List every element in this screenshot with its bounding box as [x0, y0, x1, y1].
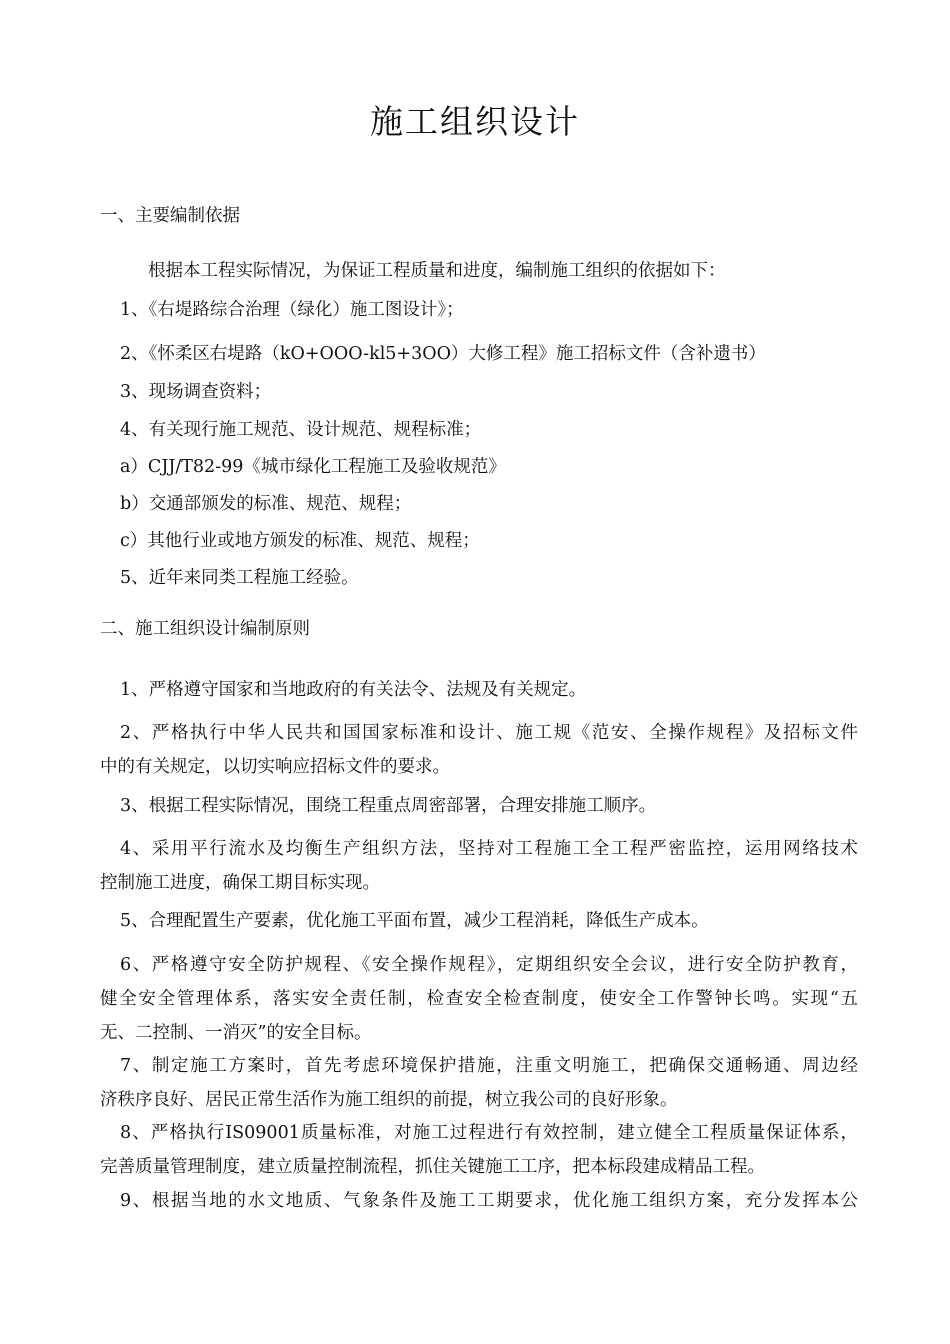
principle-paragraph [100, 837, 858, 895]
paragraph-line: 9、根据当地的水文地质、气象条件及施工工期要求，优化施工组织方案，充分发挥本公 [120, 1191, 858, 1211]
paragraph-line: 4、采用平行流水及均衡生产组织方法，坚持对工程施工全工程严密监控，运用网络技术 [120, 839, 858, 859]
list-item: 5、近年来同类工程施工经验。 [120, 568, 359, 588]
paragraph-line: 7、制定施工方案时，首先考虑环境保护措施，注重文明施工，把确保交通畅通、周边经 [120, 1056, 858, 1076]
section-heading: 二、施工组织设计编制原则 [100, 619, 310, 639]
paragraph-line: 无、二控制、一消灭”的安全目标。 [100, 1023, 372, 1043]
paragraph-line: 健全安全管理体系，落实安全责任制，检查安全检查制度，使安全工作警钟长鸣。实现“五 [100, 989, 858, 1009]
principle-paragraph [100, 721, 858, 779]
principle-paragraph: 1、严格遵守国家和当地政府的有关法令、法规及有关规定。 [120, 680, 587, 700]
list-item: b）交通部颁发的标准、规范、规程； [120, 494, 412, 514]
paragraph-line: 2、严格执行中华人民共和国国家标准和设计、施工规《范安、全操作规程》及招标文件 [120, 723, 858, 743]
principle-paragraph [100, 1054, 858, 1112]
paragraph-line: 8、严格执行IS09001质量标准，对施工过程进行有效控制，建立健全工程质量保证体系， [120, 1123, 858, 1143]
list-item: 2、《怀柔区右堤路（kO+OOO-kl5+3OO）大修工程》施工招标文件（含补遗书） [120, 344, 766, 364]
paragraph-line: 6、严格遵守安全防护规程、《安全操作规程》，定期组织安全会议，进行安全防护教育， [120, 955, 858, 975]
list-item: 4、有关现行施工规范、设计规范、规程标准； [120, 420, 482, 440]
principle-paragraph: 5、合理配置生产要素，优化施工平面布置，减少工程消耗，降低生产成本。 [120, 911, 709, 931]
principle-paragraph [100, 953, 858, 1045]
paragraph-line: 控制施工进度，确保工期目标实现。 [100, 873, 380, 893]
principle-paragraph [100, 1121, 858, 1179]
list-item: 1、《右堤路综合治理（绿化）施工图设计》； [120, 300, 464, 320]
list-item: 3、现场调查资料； [120, 382, 272, 402]
paragraph-line: 完善质量管理制度，建立质量控制流程，抓住关键施工工序，把本标段建成精品工程。 [100, 1157, 765, 1177]
principle-paragraph: 3、根据工程实际情况，围绕工程重点周密部署，合理安排施工顺序。 [120, 796, 657, 816]
section-heading: 一、主要编制依据 [100, 206, 240, 226]
document-title: 施工组织设计 [370, 102, 580, 141]
paragraph-line: 中的有关规定，以切实响应招标文件的要求。 [100, 757, 450, 777]
list-item: c）其他行业或地方颁发的标准、规范、规程； [120, 531, 480, 551]
section-intro: 根据本工程实际情况，为保证工程质量和进度，编制施工组织的依据如下： [148, 261, 726, 281]
paragraph-line: 济秩序良好、居民正常生活作为施工组织的前提，树立我公司的良好形象。 [100, 1090, 678, 1110]
principle-paragraph [100, 1189, 858, 1213]
list-item: a）CJJ/T82-99《城市绿化工程施工及验收规范》 [120, 457, 506, 477]
